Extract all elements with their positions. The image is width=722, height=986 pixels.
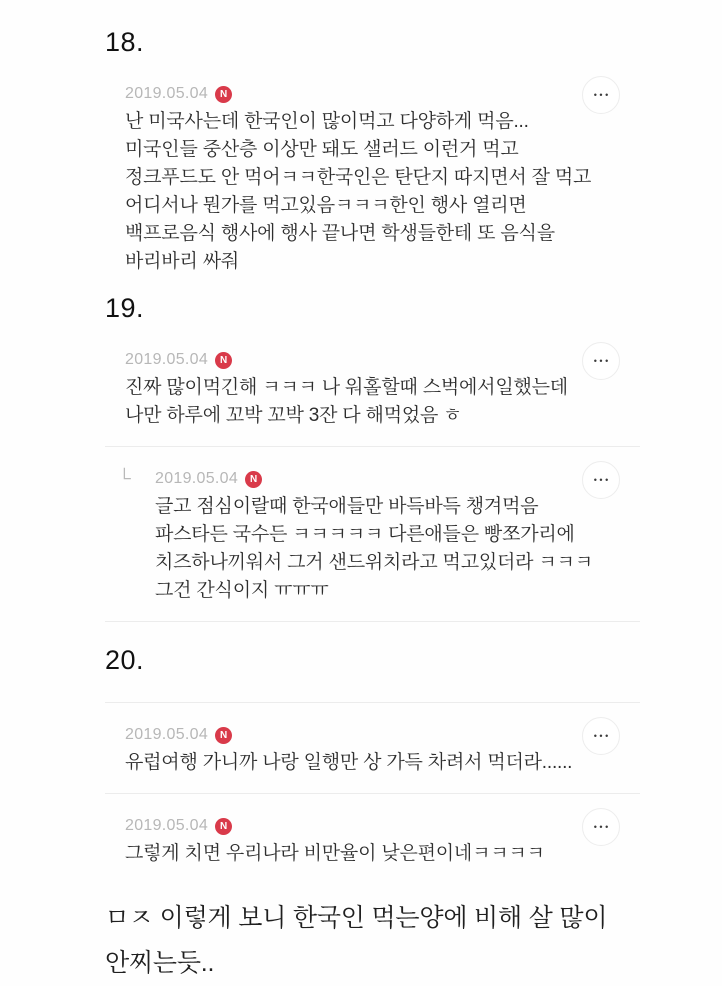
- section-number: 19.: [105, 293, 145, 323]
- more-options-button[interactable]: [582, 342, 620, 380]
- ellipsis-icon: •••: [593, 821, 611, 832]
- more-options-button[interactable]: [582, 76, 620, 114]
- comment-date: 2019.05.04: [125, 351, 209, 368]
- comment-line: 백프로음식 행사에 행사 끝나면 학생들한테 또 음식을: [125, 223, 555, 244]
- comment-line: 미국인들 중산층 이상만 돼도 샐러드 이런거 먹고: [125, 139, 519, 160]
- comment-date: 2019.05.04: [125, 726, 209, 743]
- comment-line: 유럽여행 가니까 나랑 일행만 상 가득 차려서 먹더라......: [125, 752, 573, 773]
- comment-line: 치즈하나끼워서 그거 샌드위치라고 먹고있더라 ㅋㅋㅋ: [155, 552, 593, 573]
- comment-meta: [155, 469, 640, 489]
- new-badge: N: [245, 471, 262, 488]
- new-badge: N: [215, 352, 232, 369]
- comment-line: 그렇게 치면 우리나라 비만율이 낮은편이네ㅋㅋㅋㅋ: [125, 843, 545, 864]
- divider: [105, 702, 640, 703]
- ellipsis-icon: •••: [593, 89, 611, 100]
- divider: [105, 793, 640, 794]
- comment-date: 2019.05.04: [125, 817, 209, 834]
- comment-line: 파스타든 국수든 ㅋㅋㅋㅋㅋ 다른애들은 빵쪼가리에: [155, 524, 575, 545]
- comment-meta: [125, 816, 640, 836]
- footer-note: [105, 896, 640, 986]
- comment-date: 2019.05.04: [125, 85, 209, 102]
- section-number: 18.: [105, 27, 145, 57]
- section-number: 20.: [105, 645, 145, 675]
- ellipsis-icon: •••: [593, 730, 611, 741]
- ellipsis-icon: •••: [593, 474, 611, 485]
- new-badge: N: [215, 818, 232, 835]
- comment-line: 진짜 많이먹긴해 ㅋㅋㅋ 나 워홀할때 스벅에서일했는데: [125, 377, 568, 398]
- more-options-button[interactable]: [582, 717, 620, 755]
- comment-text: [125, 840, 640, 868]
- more-options-button[interactable]: [582, 808, 620, 846]
- comment-line: 정크푸드도 안 먹어ㅋㅋ한국인은 탄단지 따지면서 잘 먹고: [125, 167, 592, 188]
- comment-text: [125, 749, 640, 777]
- divider: [105, 446, 640, 447]
- comment-line: 글고 점심이랄때 한국애들만 바득바득 챙겨먹음: [155, 496, 539, 517]
- comment-date: 2019.05.04: [155, 470, 239, 487]
- new-badge: N: [215, 727, 232, 744]
- reply-comment: [105, 469, 640, 605]
- divider: [105, 621, 640, 622]
- comment-line: 어디서나 뭔가를 먹고있음ㅋㅋㅋ한인 행사 열리면: [125, 195, 527, 216]
- comment-text: [125, 374, 640, 430]
- comment-line: 난 미국사는데 한국인이 많이먹고 다양하게 먹음...: [125, 111, 529, 132]
- comment-meta: [125, 350, 640, 370]
- comment-meta: [125, 84, 640, 104]
- footer-note-line: 안찌는듯..: [105, 949, 215, 977]
- more-options-button[interactable]: [582, 461, 620, 499]
- comment-text: [125, 108, 640, 276]
- comment-thread: [105, 26, 640, 986]
- ellipsis-icon: •••: [593, 355, 611, 366]
- comment-meta: [125, 725, 640, 745]
- comment: [105, 84, 640, 276]
- comment-line: 바리바리 싸줘: [125, 251, 240, 272]
- comment: [105, 725, 640, 777]
- comment-line: 그건 간식이지 ㅠㅠㅠ: [155, 580, 329, 601]
- new-badge: N: [215, 86, 232, 103]
- footer-note-line: ㅁㅈ 이렇게 보니 한국인 먹는양에 비해 살 많이: [105, 904, 608, 932]
- comment-line: 나만 하루에 꼬박 꼬박 3잔 다 해먹었음 ㅎ: [125, 405, 462, 426]
- reply-indent-icon: └: [118, 468, 131, 488]
- comment: [105, 816, 640, 868]
- comment-text: [155, 493, 640, 605]
- comment: [105, 350, 640, 430]
